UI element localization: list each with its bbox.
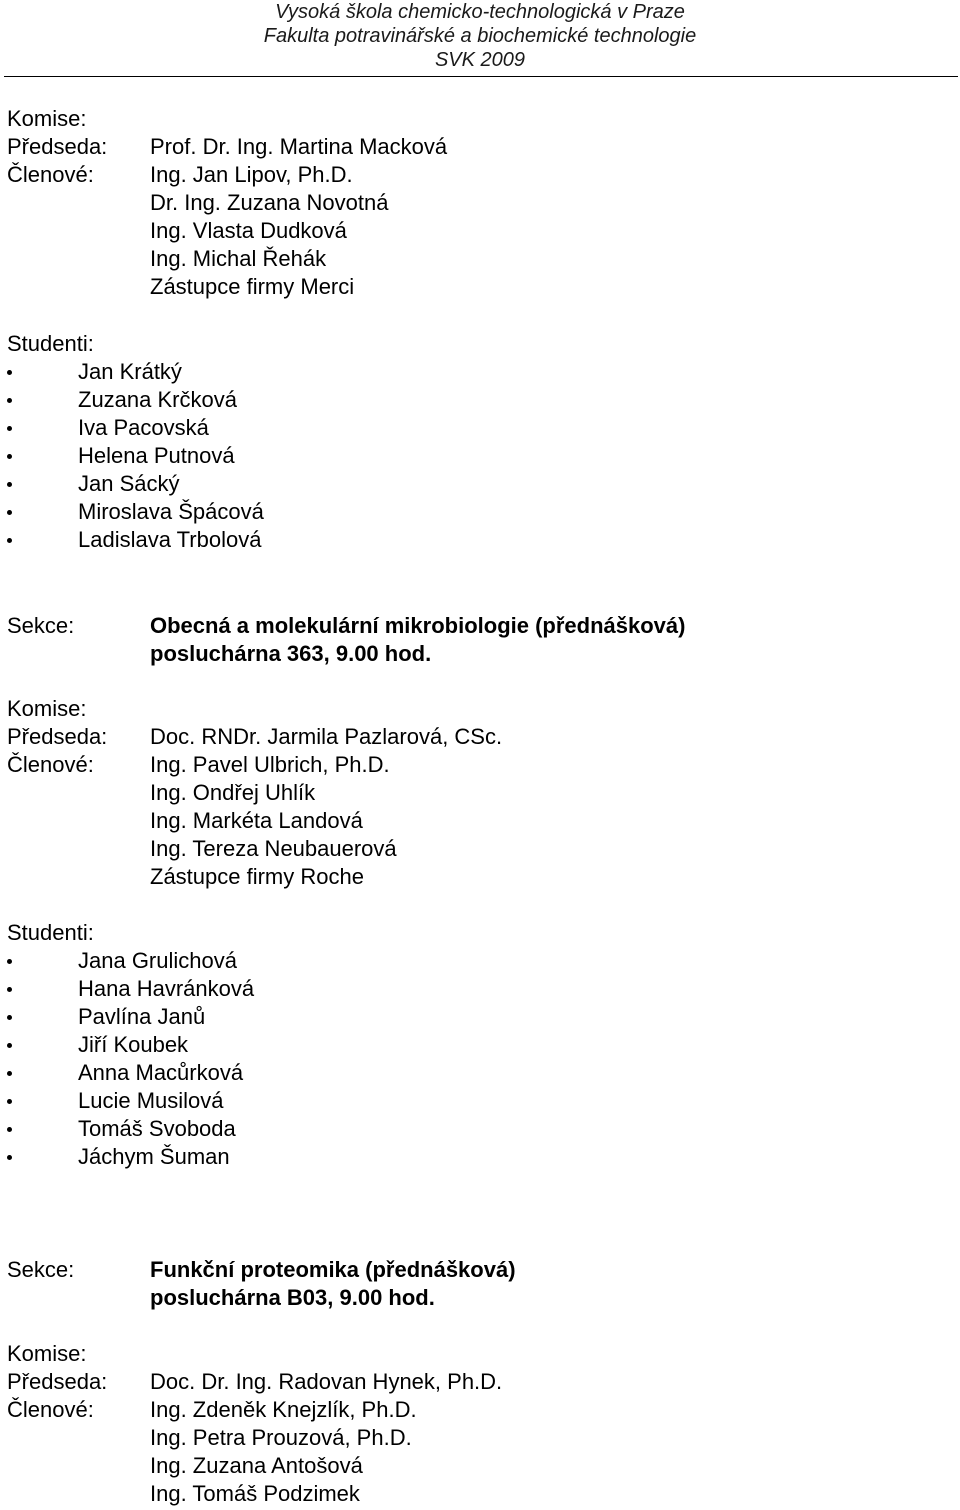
section-2-students [0,919,960,1171]
clen-name: Ing. Tomáš Podzimek [150,1481,360,1506]
predseda-name: Doc. RNDr. Jarmila Pazlarová, CSc. [150,724,503,749]
clen-row [0,863,960,891]
komise-label: Komise: [7,1341,87,1366]
bullet-icon [7,510,12,515]
clen-name: Ing. Tereza Neubauerová [150,836,397,861]
sekce-row [0,612,960,640]
list-item [0,498,960,526]
clen-name: Zástupce firmy Merci [150,274,355,299]
student-name: Ladislava Trbolová [78,527,262,552]
student-name: Tomáš Svoboda [78,1116,236,1141]
section-3-heading [0,1256,960,1312]
list-item [0,414,960,442]
header-faculty: Fakulta potravinářské a biochemické technologie [263,25,697,47]
student-name: Jana Grulichová [78,948,237,973]
list-item [0,975,960,1003]
section-3-commission [0,1340,960,1508]
list-item [0,1115,960,1143]
bullet-icon [7,959,12,964]
komise-row [0,1340,960,1368]
bullet-icon [7,426,12,431]
clen-row [0,779,960,807]
predseda-label: Předseda: [7,724,108,749]
clenove-label: Členové: [7,752,94,777]
komise-label: Komise: [7,696,87,721]
clen-name: Ing. Petra Prouzová, Ph.D. [150,1425,412,1450]
bullet-icon [7,1155,12,1160]
clen-name: Ing. Jan Lipov, Ph.D. [150,162,353,187]
section-2-heading [0,612,960,668]
list-item [0,947,960,975]
list-item [0,1087,960,1115]
clen-name: Ing. Vlasta Dudková [150,218,347,243]
clen-row [0,1480,960,1508]
studenti-row [0,330,960,358]
sekce-row [0,1256,960,1284]
list-item [0,442,960,470]
sekce-place: posluchárna B03, 9.00 hod. [150,1285,435,1310]
clen-name: Zástupce firmy Roche [150,864,364,889]
student-name: Hana Havránková [78,976,255,1001]
student-name: Miroslava Špácová [78,499,264,524]
predseda-name: Prof. Dr. Ing. Martina Macková [150,134,448,159]
student-name: Lucie Musilová [78,1088,224,1113]
clenove-label: Členové: [7,162,94,187]
sekce-place-row [0,640,960,668]
student-name: Jan Krátký [78,359,182,384]
sekce-title: Funkční proteomika (přednášková) [150,1257,516,1282]
sekce-title: Obecná a molekulární mikrobiologie (přednášková) [150,613,686,638]
clen-row [0,835,960,863]
clenove-label: Členové: [7,1397,94,1422]
student-name: Jan Sácký [78,471,180,496]
list-item [0,1059,960,1087]
clen-name: Ing. Ondřej Uhlík [150,780,316,805]
document-header [0,0,960,72]
header-divider [4,76,958,77]
clen-row [0,245,960,273]
studenti-label: Studenti: [7,331,94,356]
predseda-row [0,133,960,161]
bullet-icon [7,1071,12,1076]
sekce-place-row [0,1284,960,1312]
clen-name: Ing. Michal Řehák [150,246,327,271]
clen-row [0,217,960,245]
section-2-commission [0,695,960,891]
clen-row [0,161,960,189]
clen-row [0,807,960,835]
clen-row [0,1396,960,1424]
bullet-icon [7,370,12,375]
predseda-label: Předseda: [7,134,108,159]
list-item [0,470,960,498]
sekce-place: posluchárna 363, 9.00 hod. [150,641,432,666]
clen-row [0,1452,960,1480]
student-name: Helena Putnová [78,443,235,468]
clen-row [0,189,960,217]
clen-name: Dr. Ing. Zuzana Novotná [150,190,389,215]
bullet-icon [7,538,12,543]
clen-row [0,273,960,301]
bullet-icon [7,1099,12,1104]
predseda-label: Předseda: [7,1369,108,1394]
student-name: Pavlína Janů [78,1004,206,1029]
bullet-icon [7,482,12,487]
predseda-row [0,1368,960,1396]
komise-row [0,105,960,133]
komise-row [0,695,960,723]
list-item [0,526,960,554]
student-name: Jáchym Šuman [78,1144,230,1169]
student-name: Anna Macůrková [78,1060,244,1085]
section-1 [0,105,960,301]
clen-name: Ing. Markéta Landová [150,808,363,833]
list-item [0,386,960,414]
studenti-label: Studenti: [7,920,94,945]
sekce-label: Sekce: [7,613,75,638]
list-item [0,1143,960,1171]
bullet-icon [7,398,12,403]
list-item [0,1003,960,1031]
student-name: Iva Pacovská [78,415,209,440]
bullet-icon [7,454,12,459]
clen-name: Ing. Zuzana Antošová [150,1453,363,1478]
bullet-icon [7,1043,12,1048]
clen-name: Ing. Pavel Ulbrich, Ph.D. [150,752,390,777]
list-item [0,358,960,386]
bullet-icon [7,1015,12,1020]
bullet-icon [7,987,12,992]
clen-row [0,751,960,779]
predseda-row [0,723,960,751]
clen-name: Ing. Zdeněk Knejzlík, Ph.D. [150,1397,417,1422]
sekce-label: Sekce: [7,1257,75,1282]
komise-label: Komise: [7,106,87,131]
clen-row [0,1424,960,1452]
list-item [0,1031,960,1059]
student-name: Zuzana Krčková [78,387,237,412]
predseda-name: Doc. Dr. Ing. Radovan Hynek, Ph.D. [150,1369,503,1394]
student-name: Jiří Koubek [78,1032,189,1057]
studenti-row [0,919,960,947]
bullet-icon [7,1127,12,1132]
section-1-students [0,330,960,554]
header-school: Vysoká škola chemicko-technologická v Praze [275,1,685,23]
header-event: SVK 2009 [434,49,526,71]
